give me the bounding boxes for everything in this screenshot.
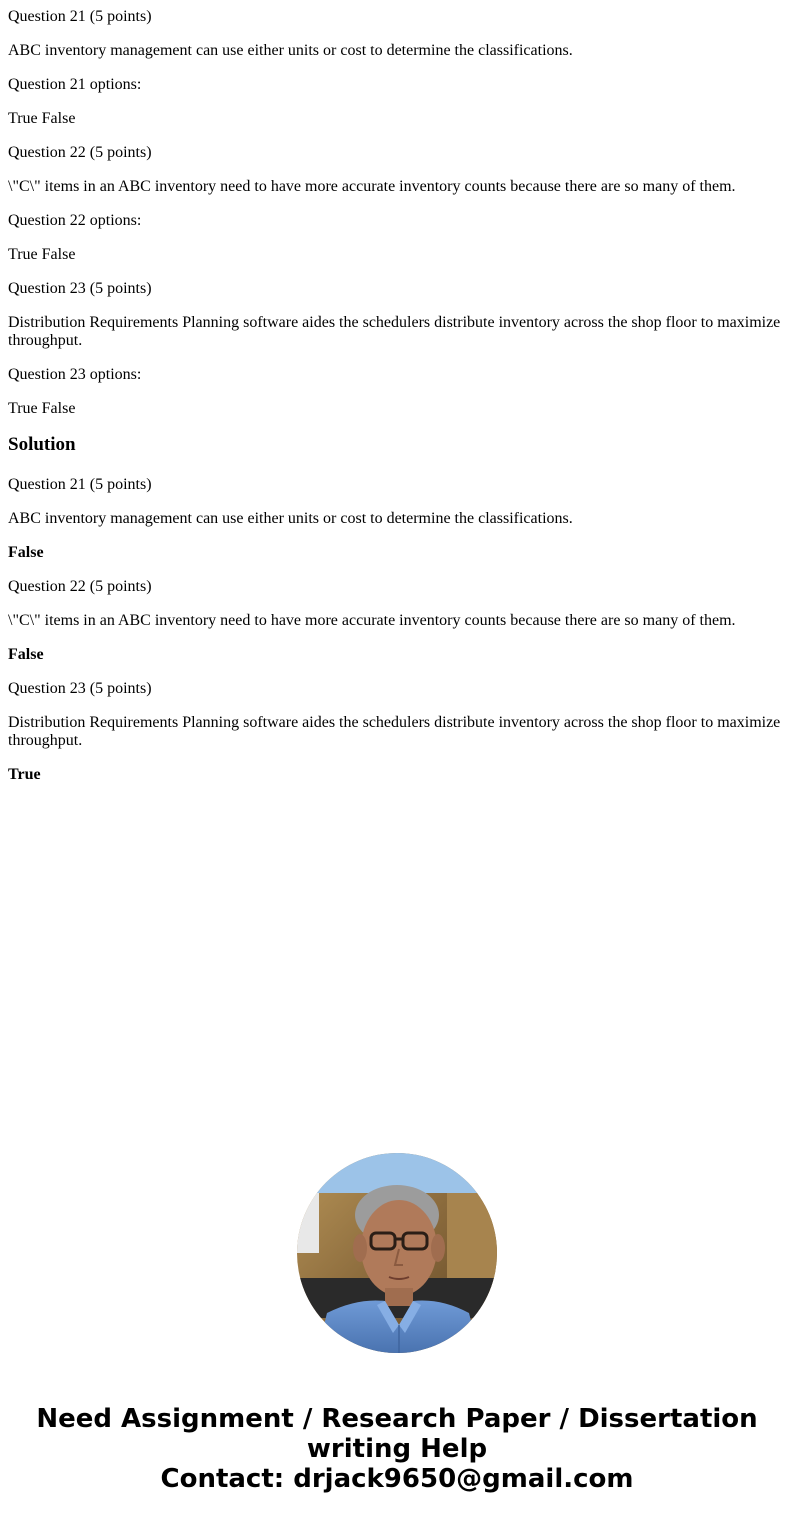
solution-heading: Solution <box>8 434 76 455</box>
question-21-text: ABC inventory management can use either units or cost to determine the classifications. <box>8 42 573 59</box>
question-23-options: True False <box>8 400 76 417</box>
solution-23-title: Question 23 (5 points) <box>8 680 152 697</box>
solution-22-answer: False <box>8 646 44 663</box>
solution-21-text: ABC inventory management can use either units or cost to determine the classifications. <box>8 510 573 527</box>
solution-22-text: \"C\" items in an ABC inventory need to have more accurate inventory counts because there are so many of them. <box>8 612 736 629</box>
question-22-options: True False <box>8 246 76 263</box>
question-21-options-label: Question 21 options: <box>8 76 142 93</box>
question-21-title: Question 21 (5 points) <box>8 8 152 25</box>
promo-line-1: Need Assignment / Research Paper / Dissertation <box>36 1404 758 1434</box>
question-23-title: Question 23 (5 points) <box>8 280 152 297</box>
question-22-title: Question 22 (5 points) <box>8 144 152 161</box>
avatar-portrait-icon <box>297 1153 497 1353</box>
question-21-options: True False <box>8 110 76 127</box>
solution-22-title: Question 22 (5 points) <box>8 578 152 595</box>
question-22-options-label: Question 22 options: <box>8 212 142 229</box>
promo-contact-line: Contact: drjack9650@gmail.com <box>160 1464 634 1494</box>
author-avatar <box>297 1153 497 1353</box>
question-23-text: Distribution Requirements Planning software aides the schedulers distribute inventory across the shop floor to maximize throughput. <box>8 314 781 349</box>
solution-21-title: Question 21 (5 points) <box>8 476 152 493</box>
question-22-text: \"C\" items in an ABC inventory need to have more accurate inventory counts because there are so many of them. <box>8 178 736 195</box>
document-content <box>8 8 786 800</box>
question-23-options-label: Question 23 options: <box>8 366 142 383</box>
solution-21-answer: False <box>8 544 44 561</box>
solution-23-answer: True <box>8 766 41 783</box>
promo-banner <box>0 1404 794 1494</box>
promo-line-2: writing Help <box>306 1434 488 1464</box>
solution-23-text: Distribution Requirements Planning software aides the schedulers distribute inventory across the shop floor to maximize throughput. <box>8 714 781 749</box>
